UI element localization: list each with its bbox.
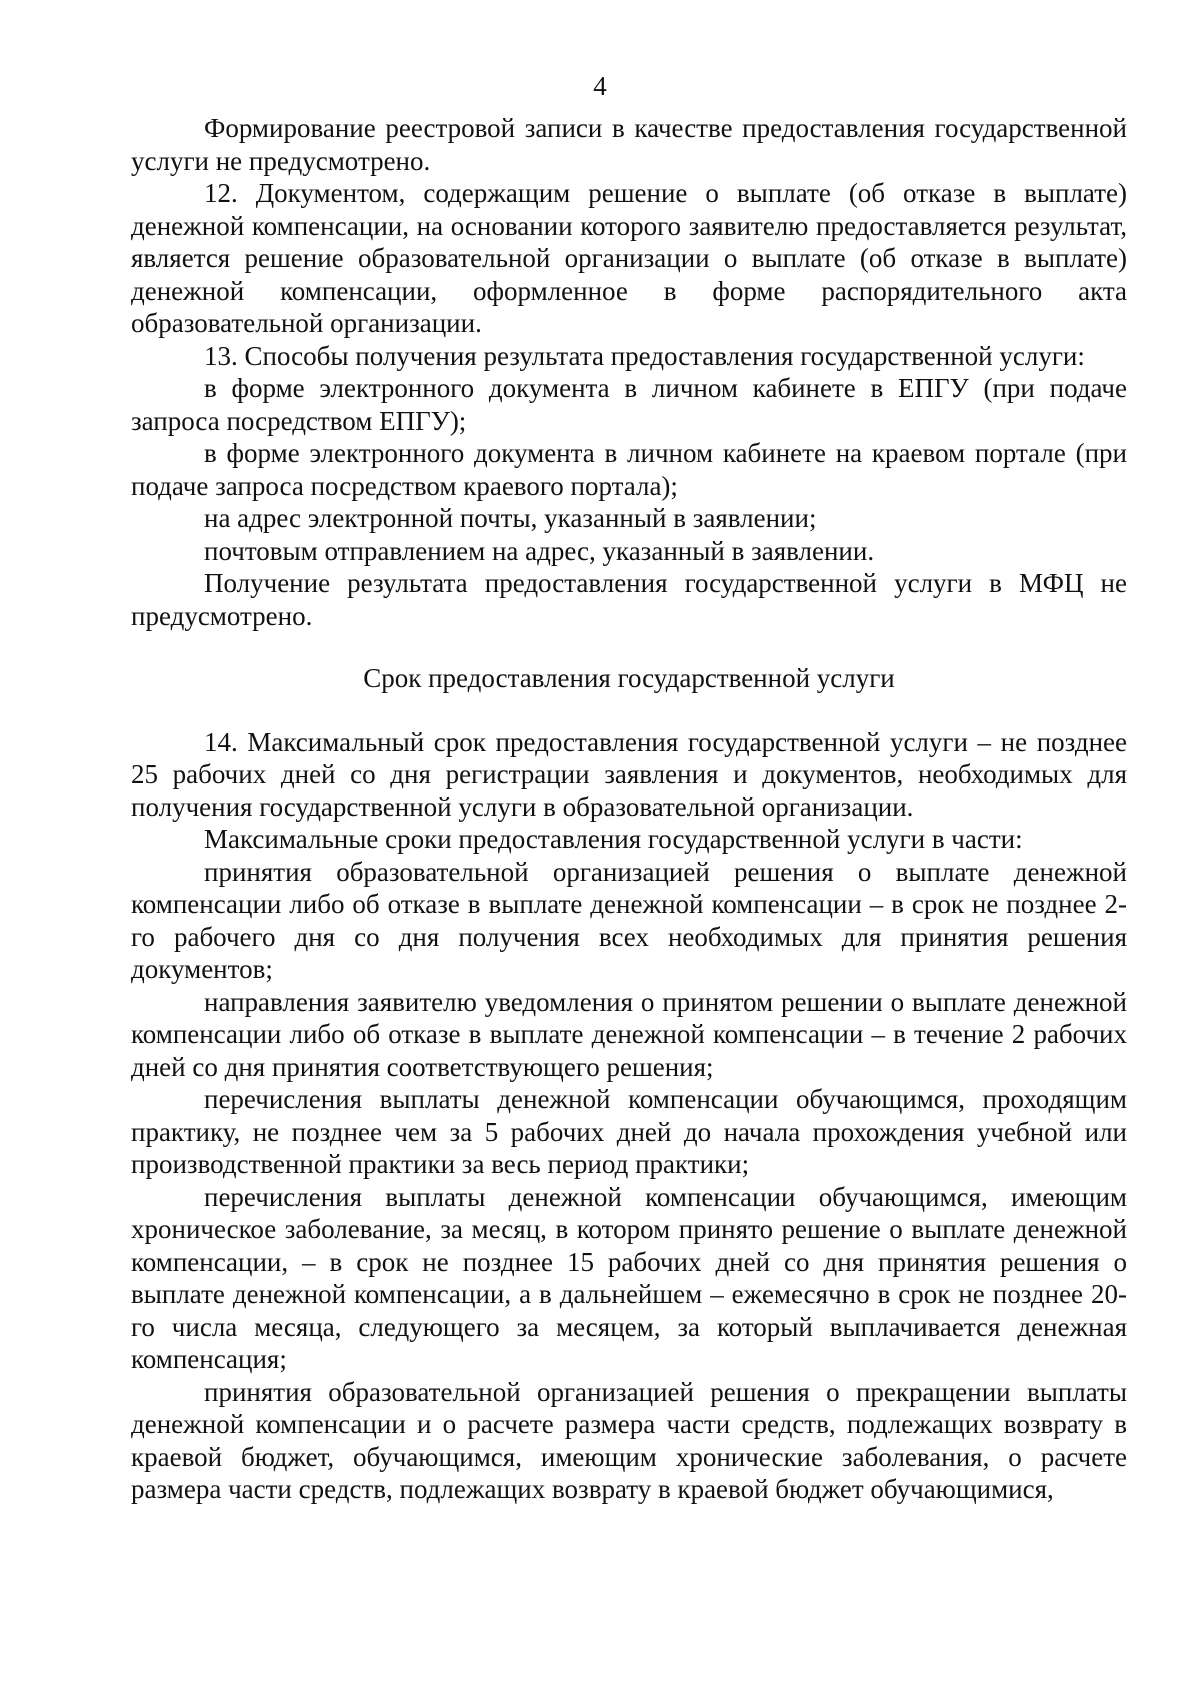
- paragraph-term-chronic-payment: перечисления выплаты денежной компенсации обучающимся, имеющим хроническое заболевание, за месяц, в котором принято решение о выплате денежной компенсации, – в срок не позднее 15 рабочих дней со дня принятия решения о выплате денежной компенсации, а в дальнейшем – ежемесячно в срок не позднее 20-го числа месяца, следующего за месяцем, за который выплачивается денежная компенсация;: [131, 1181, 1127, 1374]
- paragraph-13-item-post: почтовым отправлением на адрес, указанный в заявлении.: [204, 535, 875, 566]
- page-number: 4: [593, 71, 607, 101]
- paragraph-term-decision: принятия образовательной организацией решения о выплате денежной компенсации либо об отказе в выплате денежной компенсации – в срок не позднее 2-го рабочего дня со дня получения всех необходимых для принятия решения документов;: [131, 856, 1127, 984]
- section-heading: Срок предоставления государственной услуги: [363, 663, 895, 693]
- paragraph-14: 14. Максимальный срок предоставления государственной услуги – не позднее 25 рабочих дней со дня регистрации заявления и документов, необходимых для получения государственной услуги в образовательной организации.: [131, 726, 1127, 822]
- paragraph-13: 13. Способы получения результата предоставления государственной услуги:: [204, 340, 1085, 371]
- paragraph-mfc-note: Получение результата предоставления государственной услуги в МФЦ не предусмотрено.: [131, 568, 1127, 631]
- paragraph-13-item-email: на адрес электронной почты, указанный в заявлении;: [204, 503, 817, 533]
- paragraph-term-notification: направления заявителю уведомления о принятом решении о выплате денежной компенсации либо об отказе в выплате денежной компенсации – в течение 2 рабочих дней со дня принятия соответствующего решения;: [131, 986, 1127, 1082]
- paragraph-term-practice-payment: перечисления выплаты денежной компенсации обучающимся, проходящим практику, не позднее чем за 5 рабочих дней до начала прохождения учебной или производственной практики за весь период практики;: [131, 1084, 1127, 1179]
- paragraph-term-termination: принятия образовательной организацией решения о прекращении выплаты денежной компенсации и о расчете размера части средств, подлежащих возврату в краевой бюджет, обучающимся, имеющим хронические заболевания, о расчете размера части средств, подлежащих возврату в краевой бюджет обучающимися,: [131, 1376, 1127, 1504]
- paragraph-12: 12. Документом, содержащим решение о выплате (об отказе в выплате) денежной компенсации, на основании которого заявителю предоставляется результат, является решение образовательной организации о выплате (об отказе в выплате) денежной компенсации, оформленное в форме распорядительного акта образовательной организации.: [131, 178, 1127, 338]
- document-body: [131, 112, 1127, 1506]
- paragraph-registry-record: Формирование реестровой записи в качестве предоставления государственной услуги не предусмотрено.: [131, 113, 1127, 176]
- paragraph-13-item-epgu: в форме электронного документа в личном кабинете в ЕПГУ (при подаче запроса посредством ЕПГУ);: [131, 373, 1127, 436]
- paragraph-13-item-regional-portal: в форме электронного документа в личном кабинете на краевом портале (при подаче запроса посредством краевого портала);: [131, 438, 1127, 501]
- paragraph-max-terms: Максимальные сроки предоставления государственной услуги в части:: [204, 824, 1023, 854]
